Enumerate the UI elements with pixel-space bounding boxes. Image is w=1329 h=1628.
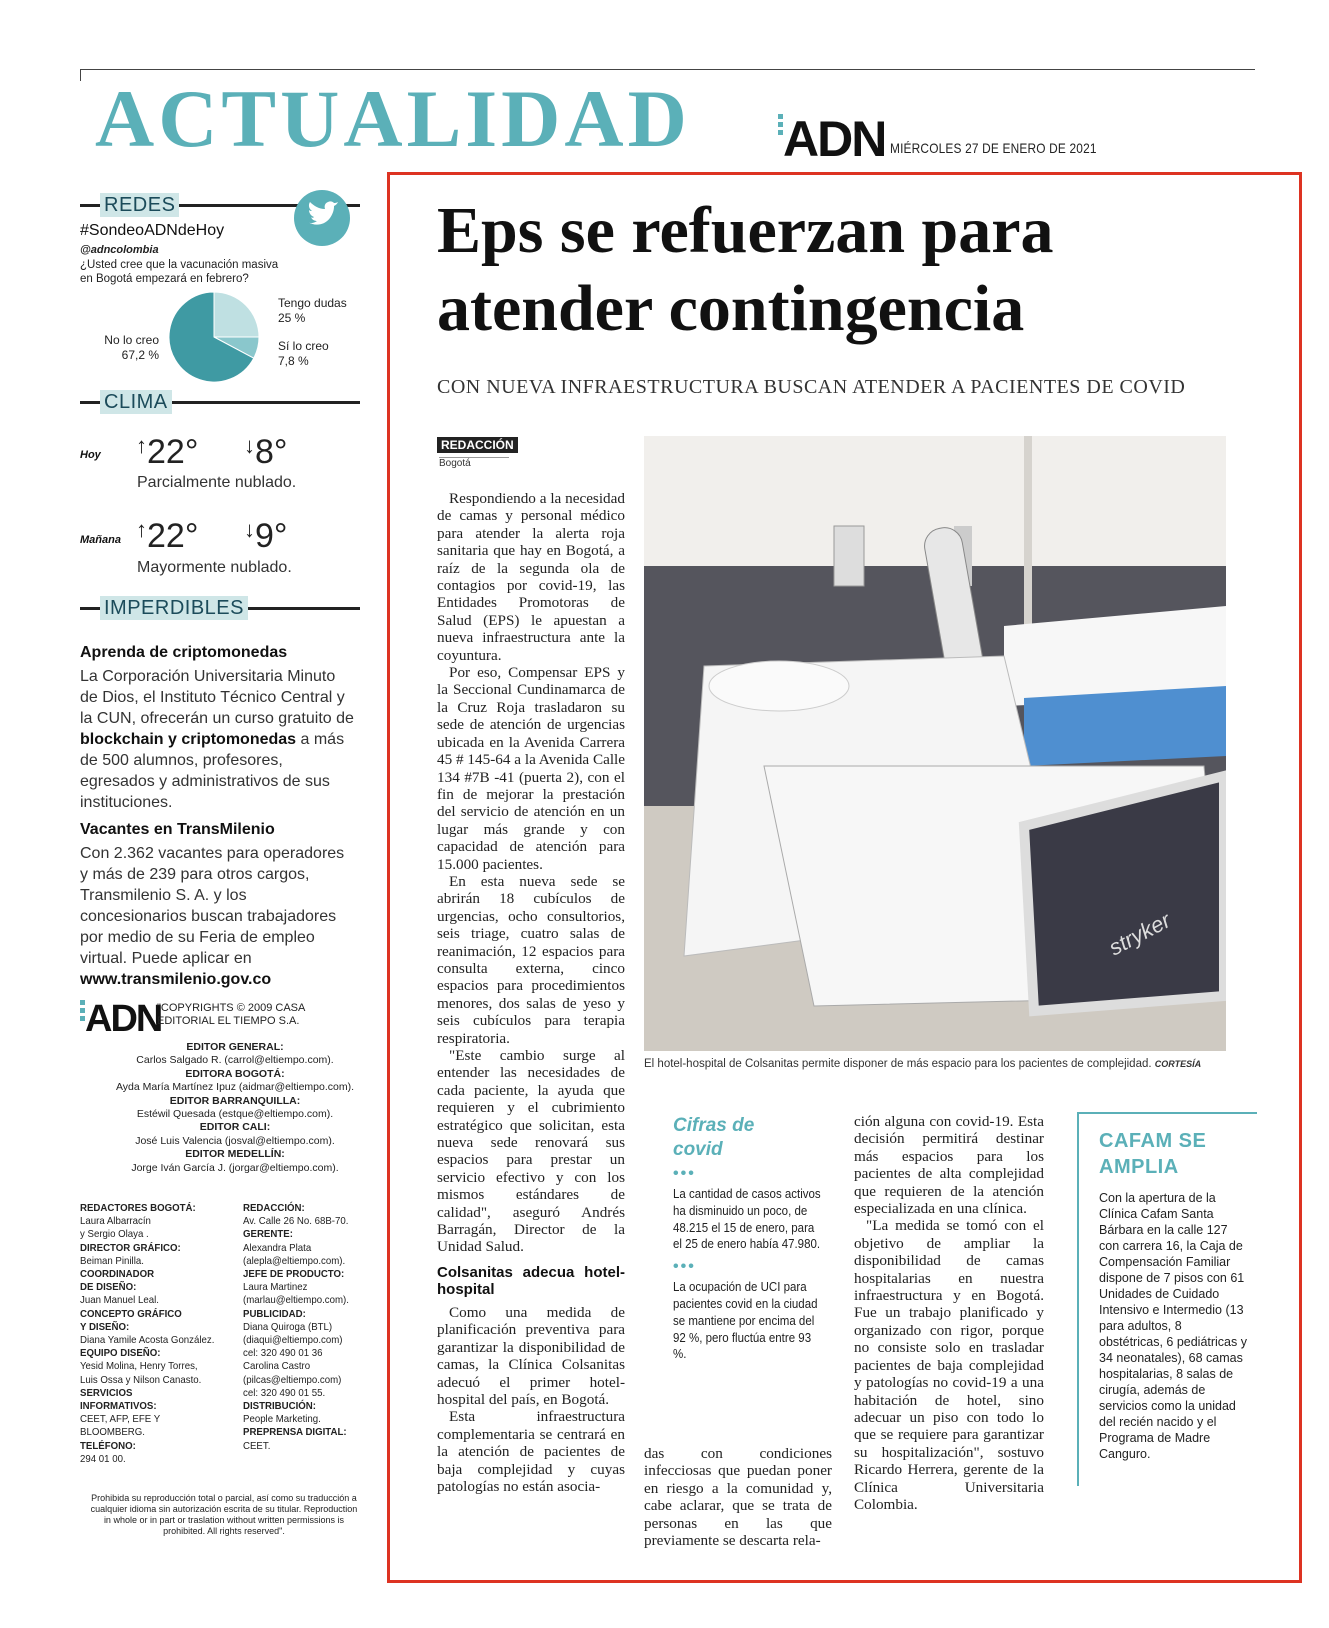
staff-name: 294 01 00. bbox=[80, 1452, 126, 1465]
poll-hashtag: #SondeoADNdeHoy bbox=[80, 222, 225, 239]
article-city: Bogotá bbox=[439, 457, 509, 469]
staff-role: SERVICIOS INFORMATIVOS: bbox=[80, 1386, 157, 1413]
article-column-1: Respondiendo a la necesidad de camas y personal médico para atender la alerta roja sanitaria que hay en Bogotá, a raíz de la segunda ola de contagios por covid-19, las Entidades Promotoras de Salud (EPS) le apuestan a nueva infraestructura ante la coyuntura. Por eso, Compensar EPS y la Seccional Cundinamarca de la Cruz Roja trasladaron su sede de atención de urgencias ubicada en la Avenida Carrera 45 # 145-64 a la Avenida Calle 134 #7B -41 (puerta 2), con el fin de mejorar la prestación del servicio de atención en un lugar más grande y con capacidad de atención para 15.000 pacientes. En esta nueva sede se abrirán 18 cubículos de urgencias, ocho consultorios, seis triage, cuatro salas de reanimación, 12 espacios para consulta externa, cinco espacios para procedimientos menores, dos salas de yeso y seis cubículos para terapia respiratoria. "Este cambio surge al entender las necesidades de cada paciente, la ayuda que requieren y el cubrimiento estratégico que solicitan, esta nueva sede renovará sus espacios para prestar un servicio efectivo y con los mismos estándares de calidad", aseguró Andrés Barragán, Director de la Unidad Salud. Colsanitas adecua hotel-hospital Como una medida de planificación preventiva para garantizar la disponibilidad de camas, la Clínica Colsanitas adecuó el primer hotel-hospital del país, en Bogotá. Esta infraestructura complementaria se centrará en la atención de pacientes de baja complejidad y cuyas patologías no están asocia- bbox=[437, 490, 625, 1495]
editor-role: EDITOR BARRANQUILLA: bbox=[169, 1094, 301, 1107]
top-rule bbox=[80, 69, 1255, 70]
cifras-item-1: La cantidad de casos activos ha disminuido un poco, de 48.215 el 15 de enero, para el 25 de enero había 47.980. bbox=[673, 1187, 821, 1252]
staff-role: DISTRIBUCIÓN: bbox=[243, 1400, 316, 1413]
photo-caption: El hotel-hospital de Colsanitas permite disponer de más espacio para los pacientes de complejidad. CORTESÍA bbox=[644, 1058, 1202, 1070]
staff-role: REDACTORES BOGOTÁ: bbox=[80, 1202, 196, 1214]
weather-tomorrow-condition: Mayormente nublado. bbox=[137, 559, 292, 576]
section-title: ACTUALIDAD bbox=[95, 73, 691, 164]
hospital-bed-photo bbox=[644, 436, 1226, 1051]
article-subhead: CON NUEVA INFRAESTRUCTURA BUSCAN ATENDER A PACIENTES DE COVID bbox=[437, 376, 1186, 398]
imperdible-text-1: La Corporación Universitaria Minuto de Dios, el Instituto Técnico Central y la CUN, ofrecerán un curso gratuito de blockchain y criptomonedas a más de 500 alumnos, profesores, egresados y administrativos de sus instituciones. bbox=[80, 668, 354, 811]
clima-section-header: CLIMA bbox=[80, 390, 360, 414]
staff-right-block bbox=[243, 1202, 363, 1453]
staff-role: REDACCIÓN: bbox=[243, 1202, 305, 1214]
editor-name: Ayda María Martínez Ipuz (aidmar@eltiempo.com). bbox=[115, 1081, 355, 1094]
editor-role: EDITOR MEDELLÍN: bbox=[185, 1148, 285, 1161]
poll-question: ¿Usted cree que la vacunación masiva en Bogotá empezará en febrero? bbox=[80, 259, 279, 285]
weather-tomorrow-min: ↓9° bbox=[244, 517, 288, 555]
editor-role: EDITOR CALI: bbox=[199, 1121, 271, 1134]
editor-name: Carlos Salgado R. (carrol@eltiempo.com). bbox=[136, 1054, 334, 1067]
cifras-item-2: La ocupación de UCI para pacientes covid en la ciudad se mantiene por encima del 92 %, pero fluctúa entre 93 %. bbox=[673, 1280, 818, 1362]
staff-name: Yesid Molina, Henry Torres, Luis Ossa y Nilson Canasto. bbox=[80, 1360, 202, 1386]
staff-role: GERENTE: bbox=[243, 1228, 293, 1241]
issue-date: MIÉRCOLES 27 DE ENERO DE 2021 bbox=[890, 140, 1097, 156]
staff-role: PUBLICIDAD: bbox=[243, 1307, 306, 1320]
staff-role: PREPRENSA DIGITAL: bbox=[243, 1426, 347, 1439]
copyright-text: "COPYRIGHTS © 2009 CASA EDITORIAL EL TIEMPO S.A. bbox=[157, 1002, 305, 1027]
article-headline: Eps se refuerzan para atender contingencia bbox=[437, 194, 1054, 345]
arrow-down-icon: ↓ bbox=[244, 517, 255, 542]
editor-role: EDITOR GENERAL: bbox=[186, 1041, 284, 1053]
cifras-bullet-1: ••• bbox=[673, 1165, 696, 1182]
staff-name: CEET. bbox=[243, 1439, 271, 1452]
poll-pie-chart bbox=[168, 291, 260, 383]
poll-handle: @adncolombia bbox=[80, 244, 159, 256]
editors-block bbox=[100, 1041, 370, 1175]
imperdible-text-2: Con 2.362 vacantes para operadores y más de 239 para otros cargos, Transmilenio S. A. y los concesionarios buscan trabajadores por medio de su Feria de empleo virtual. Puede aplicar en www.transmilenio.gov.co bbox=[80, 845, 345, 988]
staff-name: Laura Albarracín y Sergio Olaya . bbox=[80, 1215, 151, 1241]
editor-name: Estéwil Quesada (estque@eltiempo.com). bbox=[136, 1108, 334, 1121]
staff-name: Beiman Pinilla. bbox=[80, 1254, 144, 1267]
imperdible-title-2: Vacantes en TransMilenio bbox=[80, 821, 275, 838]
cafam-box bbox=[1077, 1112, 1257, 1486]
staff-role: JEFE DE PRODUCTO: bbox=[243, 1268, 345, 1281]
cifras-box bbox=[673, 1114, 843, 1363]
poll-label-dudas: Tengo dudas 25 % bbox=[278, 296, 347, 325]
arrow-down-icon: ↓ bbox=[244, 433, 255, 458]
staff-role: DIRECTOR GRÁFICO: bbox=[80, 1241, 181, 1254]
editor-role: EDITORA BOGOTÁ: bbox=[185, 1067, 285, 1080]
poll-label-no: No lo creo 67,2 % bbox=[104, 333, 159, 362]
weather-today-label: Hoy bbox=[80, 449, 101, 461]
imperdible-title-1: Aprenda de criptomonedas bbox=[80, 644, 288, 661]
staff-name: CEET, AFP, EFE Y BLOOMBERG. bbox=[80, 1413, 161, 1439]
legal-notice: Prohibida su reproducción total o parcial, así como su traducción a cualquier idioma sin autorización escrita de su titular. Reproduction in whole or in part or traslation without written permissions is prohibited. All rights reserved". bbox=[90, 1493, 358, 1536]
article-column-3: ción alguna con covid-19. Esta decisión permitirá destinar más espacios para los pacientes de alta complejidad que requieren de la atención especializada en una clínica. "La medida se tomó con el objetivo de ampliar la disponibilidad de camas hospitalarias en nuestra infraestructura y en Bogotá. Fue un trabajo planificado y organizado con rigor, porque no consiste solo en trasladar pacientes de baja complejidad y patologías no covid-19 a una habitación de hotel, sino adecuar un piso con todo lo que se requiere para garantizar su hospitalización", sostuvo Ricardo Herrera, gerente de la Clínica Universitaria Colombia. bbox=[854, 1113, 1044, 1513]
cifras-bullet-2: ••• bbox=[673, 1258, 696, 1276]
staff-role: COORDINADOR DE DISEÑO: bbox=[80, 1268, 155, 1294]
weather-tomorrow-label: Mañana bbox=[80, 534, 121, 546]
staff-role: TELÉFONO: bbox=[80, 1439, 136, 1452]
article-byline: REDACCIÓN bbox=[437, 437, 518, 453]
staff-name: Laura Martinez (marlau@eltiempo.com). bbox=[243, 1281, 349, 1307]
arrow-up-icon: ↑ bbox=[136, 433, 147, 458]
cafam-title: CAFAM SE AMPLIA bbox=[1099, 1130, 1207, 1178]
twitter-icon bbox=[294, 190, 350, 246]
stryker-logo: stryker bbox=[1104, 907, 1175, 961]
arrow-up-icon: ↑ bbox=[136, 517, 147, 542]
pie-slice-tengo-dudas bbox=[214, 292, 259, 337]
redes-section-header: REDES bbox=[80, 193, 360, 217]
imperdibles-section-header: IMPERDIBLES bbox=[80, 596, 360, 620]
staff-name: Diana Quiroga (BTL) (diaqui@eltiempo.com) cel: 320 490 01 36 Carolina Castro (pilcas@eltiempo.com) cel: 320 490 01 55. bbox=[243, 1320, 343, 1399]
weather-today-condition: Parcialmente nublado. bbox=[137, 474, 297, 491]
cifras-title: Cifras de covid bbox=[673, 1115, 755, 1160]
staff-role: CONCEPTO GRÁFICO Y DISEÑO: bbox=[80, 1307, 182, 1333]
article-column-2-bottom: das con condiciones infecciosas que puedan poner en riesgo a la comunidad y, cabe aclarar, que se trata de personas en las que previamente se descarta rela- bbox=[644, 1445, 832, 1550]
staff-name: Diana Yamile Acosta González. bbox=[80, 1334, 215, 1347]
editor-name: José Luis Valencia (josval@eltiempo.com). bbox=[135, 1134, 335, 1147]
staff-name: Juan Manuel Leal. bbox=[80, 1294, 159, 1307]
staff-role: EQUIPO DISEÑO: bbox=[80, 1347, 161, 1360]
staff-name: Alexandra Plata (alepla@eltiempo.com). bbox=[243, 1241, 346, 1267]
editor-name: Jorge Iván García J. (jorgar@eltiempo.com). bbox=[131, 1161, 339, 1174]
poll-label-si: Sí lo creo 7,8 % bbox=[278, 339, 329, 368]
staff-name: People Marketing. bbox=[243, 1413, 321, 1426]
weather-today-min: ↓8° bbox=[244, 433, 288, 471]
weather-tomorrow-max: ↑22° bbox=[136, 517, 199, 555]
staff-left-block bbox=[80, 1202, 218, 1466]
staff-name: Av. Calle 26 No. 68B-70. bbox=[243, 1215, 349, 1228]
article-crosshead: Colsanitas adecua hotel-hospital bbox=[437, 1263, 625, 1298]
top-rule-tick bbox=[80, 69, 81, 81]
adn-logo: ADN bbox=[778, 114, 885, 164]
weather-today-max: ↑22° bbox=[136, 433, 199, 471]
cafam-text: Con la apertura de la Clínica Cafam Santa Bárbara en la calle 127 con carrera 16, la Caja de Compensación Familiar dispone de 7 pisos con 61 Unidades de Cuidado Intensivo e Intermedio (13 para adultos, 8 obstétricas, 6 pediátricas y 34 neonatales), 68 camas hospitalarias, 8 salas de cirugía, además de servicios como la unidad del recién nacido y el Programa de Madre Canguro. bbox=[1099, 1191, 1247, 1461]
adn-logo-small: ADN bbox=[80, 1000, 161, 1038]
